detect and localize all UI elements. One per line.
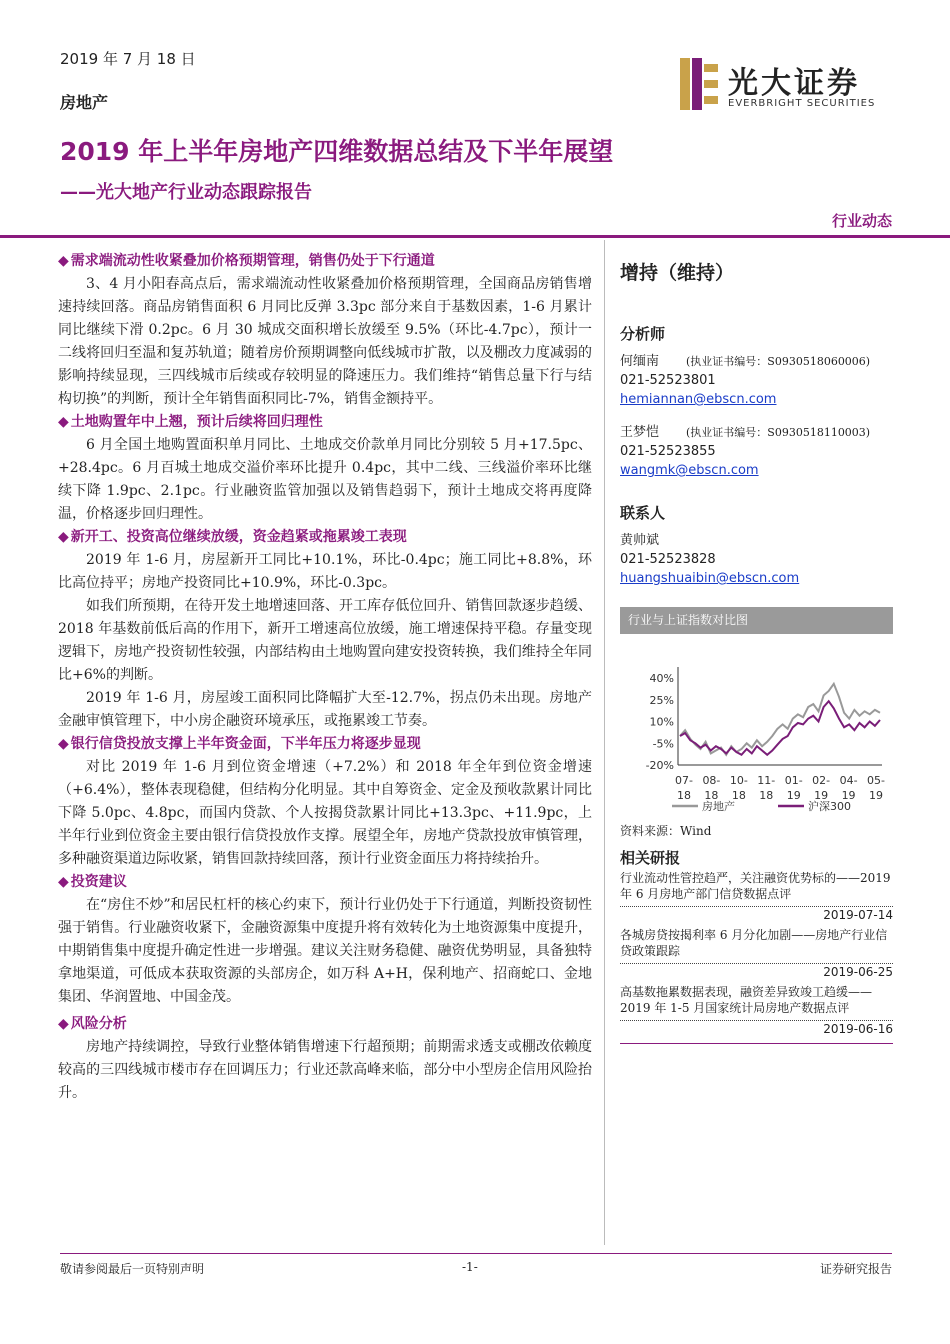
research-item[interactable] [620, 870, 893, 923]
logo-english-name: EVERBRIGHT SECURITIES [728, 98, 876, 109]
chart-source: 资料来源：Wind [620, 824, 712, 838]
x-tick-label: 11- [757, 774, 776, 787]
research-date: 2019-06-16 [620, 1020, 893, 1037]
x-tick-label-year: 19 [869, 789, 883, 802]
analyst-cert: (执业证书编号：S0930518110003) [686, 426, 871, 439]
research-item[interactable] [620, 984, 893, 1044]
research-title: 行业流动性管控趋严，关注融资优势标的——2019 年 6 月房地产部门信贷数据点评 [620, 871, 891, 901]
analyst-email-link[interactable]: hemiannan@ebscn.com [620, 392, 777, 407]
report-type: 行业动态 [831, 212, 892, 230]
x-tick-label-year: 18 [759, 789, 774, 802]
diamond-bullet-icon: ◆ [58, 1016, 69, 1032]
analyst-phone: 021-52523855 [620, 444, 716, 459]
rating: 增持（维持） [620, 262, 735, 284]
x-tick-label-year: 19 [786, 789, 801, 802]
diamond-bullet-icon: ◆ [58, 414, 69, 430]
analyst-phone: 021-52523801 [620, 373, 716, 388]
contact-card [620, 531, 895, 588]
analyst-name: 何缅南 [620, 354, 660, 369]
diamond-bullet-icon: ◆ [58, 874, 69, 890]
research-heading: 相关研报 [620, 849, 681, 867]
column-divider [604, 240, 605, 1245]
section-heading: ◆ 风险分析 [58, 1016, 127, 1032]
main-content [58, 250, 592, 1105]
analyst-card [620, 352, 895, 409]
section-heading: ◆ 土地购置年中上翘，预计后续将回归理性 [58, 414, 323, 430]
comparison-chart [620, 607, 893, 839]
x-tick-label: 07- [675, 774, 693, 787]
company-logo [680, 58, 890, 108]
contact-heading: 联系人 [620, 504, 666, 522]
footer-divider [60, 1253, 892, 1254]
contact-name: 黄帅斌 [620, 533, 660, 548]
research-date: 2019-06-25 [620, 963, 893, 980]
x-tick-label-year: 18 [731, 789, 746, 802]
x-tick-label: 10- [729, 774, 748, 787]
page-number: -1- [462, 1260, 478, 1274]
analyst-cert: (执业证书编号：S0930518060006) [686, 355, 871, 368]
footer-report-type: 证券研究报告 [819, 1262, 892, 1276]
legend-label-csi300: 沪深300 [808, 800, 851, 813]
y-tick-label: 10% [649, 715, 674, 729]
y-tick-label: -20% [645, 759, 674, 772]
diamond-bullet-icon: ◆ [58, 529, 69, 545]
section-heading: ◆ 投资建议 [58, 874, 127, 890]
x-tick-label-year: 18 [704, 789, 719, 802]
x-tick-label: 01- [784, 774, 803, 787]
x-tick-label-year: 18 [677, 789, 691, 802]
research-divider [620, 1043, 893, 1044]
related-research [620, 850, 893, 1048]
x-tick-label: 02- [812, 774, 831, 787]
y-tick-label: 40% [649, 672, 674, 685]
y-tick-label: 25% [649, 693, 674, 707]
x-tick-label-year: 19 [841, 789, 856, 802]
series-line-property [680, 684, 880, 755]
legend-label-property: 房地产 [702, 800, 735, 813]
report-date: 2019 年 7 月 18 日 [60, 50, 196, 68]
x-tick-label: 04- [839, 774, 858, 787]
section-paragraph: 3、4 月小阳春高点后，需求端流动性收紧叠加价格预期管理，全国商品房销售增速持续回落。商品房销售面积 6 月同比反弹 3.3pc 部分来自于基数因素，1-6 月累计同比继续下滑 0.2pc。6 月 30 城成交面积增长放缓至 9.5%（环比-4.7pc），预计一二线将回归至温和复苏轨道；随着房价预期调整向低线城市扩散，以及棚改力度减弱的影响持续显现，三四线城市后续或存较明显的降速压力。我们维持“销售总量下行与结构切换”的判断，预计全年销售面积同比-7%，销售金额持平。 [58, 276, 592, 407]
diamond-bullet-icon: ◆ [58, 736, 69, 752]
section-heading: ◆ 银行信贷投放支撑上半年资金面，下半年压力将逐步显现 [58, 736, 421, 752]
contact-email-link[interactable]: huangshuaibin@ebscn.com [620, 571, 800, 586]
section-heading: ◆ 新开工、投资高位继续放缓，资金趋紧或拖累竣工表现 [58, 529, 407, 545]
chart-canvas [620, 634, 893, 814]
chart-title: 行业与上证指数对比图 [620, 607, 893, 634]
everbright-logo-icon [680, 58, 720, 110]
diamond-bullet-icon: ◆ [58, 253, 69, 269]
analyst-name: 王梦恺 [620, 425, 660, 440]
analyst-email-link[interactable]: wangmk@ebscn.com [620, 463, 759, 478]
research-title: 高基数拖累数据表现，融资差异致竣工趋缓——2019 年 1-5 月国家统计局房地产数据点评 [620, 985, 873, 1015]
contact-phone: 021-52523828 [620, 552, 716, 567]
x-tick-label: 05- [867, 774, 885, 787]
research-item[interactable] [620, 927, 893, 980]
sidebar [620, 250, 895, 602]
x-tick-label-year: 19 [814, 789, 829, 802]
logo-chinese-name: 光大证券 [728, 66, 860, 101]
section-paragraph: 2019 年 1-6 月，房屋竣工面积同比降幅扩大至-12.7%，拐点仍未出现。房地产金融审慎管理下，中小房企融资环境承压，或拖累竣工节奏。 [58, 690, 592, 729]
y-tick-label: -5% [652, 737, 674, 751]
sector-label: 房地产 [60, 93, 109, 112]
section-paragraph: 6 月全国土地购置面积单月同比、土地成交价款单月同比分别较 5 月+17.5pc、+28.4pc。6 月百城土地成交溢价率环比提升 0.4pc，其中二线、三线溢价率环比继续下降 1.9pc、2.1pc。行业融资监管加强以及销售趋弱下，预计土地成交将再度降温，价格逐步回归理性。 [58, 437, 592, 522]
section-paragraph: 对比 2019 年 1-6 月到位资金增速（+7.2%）和 2018 年全年到位资金增速（+6.4%），整体表现稳健，但结构分化明显。其中自筹资金、定金及预收款累计同比下降 5.0pc、4.8pc，而国内贷款、个人按揭贷款累计同比+13.3pc、+11.9pc，上半年行业到位资金主要由银行信贷投放作支撑。展望全年，房地产贷款投放审慎管理，多种融资渠道边际收紧，销售回款持续回落，预计行业资金面压力将持续抬升。 [58, 759, 592, 867]
section-paragraph: 在“房住不炒”和居民杠杆的核心约束下，预计行业仍处于下行通道，判断投资韧性强于销售。行业融资收紧下，金融资源集中度提升将有效转化为土地资源集中度提升，中期销售集中度提升确定性进一步增强。建议关注财务稳健、融资优势明显，具备独特拿地渠道，可低成本获取资源的头部房企，如万科 A+H，保利地产、招商蛇口、金地集团、华润置地、中国金茂。 [58, 897, 592, 1005]
research-date: 2019-07-14 [620, 906, 893, 923]
header-divider [0, 235, 950, 238]
report-subtitle: ——光大地产行业动态跟踪报告 [60, 182, 312, 203]
section-paragraph: 2019 年 1-6 月，房屋新开工同比+10.1%，环比-0.4pc；施工同比+8.8%，环比高位持平；房地产投资同比+10.9%，环比-0.3pc。 [58, 552, 592, 591]
research-title: 各城房贷按揭利率 6 月分化加剧——房地产行业信贷政策跟踪 [620, 928, 888, 958]
footer-disclaimer: 敬请参阅最后一页特别声明 [60, 1262, 205, 1276]
x-tick-label: 08- [702, 774, 721, 787]
section-paragraph: 房地产持续调控，导致行业整体销售增速下行超预期；前期需求透支或棚改依赖度较高的三四线城市楼市存在回调压力；行业还款高峰来临，部分中小型房企信用风险抬升。 [58, 1039, 592, 1101]
section-heading: ◆ 需求端流动性收紧叠加价格预期管理，销售仍处于下行通道 [58, 253, 435, 269]
section-paragraph: 如我们所预期，在待开发土地增速回落、开工库存低位回升、销售回款逐步趋缓、2018 年基数前低后高的作用下，新开工增速高位放缓，施工增速保持平稳。存量变现逻辑下，房地产投资韧性较强，内部结构由土地购置向建安投资转换，我们维持全年同比+6%的判断。 [58, 598, 592, 683]
report-title: 2019 年上半年房地产四维数据总结及下半年展望 [60, 137, 614, 166]
analyst-heading: 分析师 [620, 325, 666, 343]
series-line-csi300 [680, 701, 880, 755]
analyst-card [620, 423, 895, 480]
